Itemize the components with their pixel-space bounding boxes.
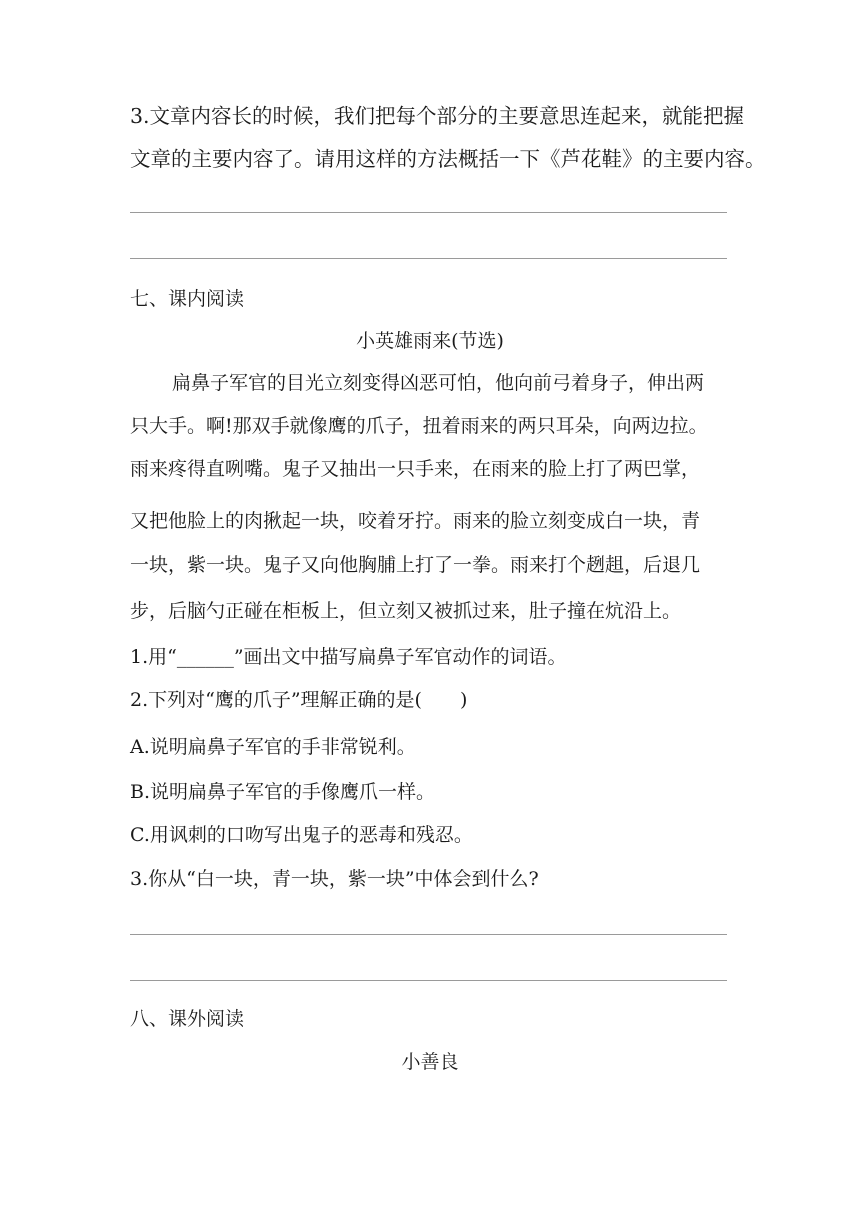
passage-line: 步，后脑勺正碰在柜板上，但立刻又被抓过来，肚子撞在炕沿上。 [130, 600, 682, 622]
passage-title: 小善良 [401, 1051, 459, 1073]
passage-line: 扁鼻子军官的目光立刻变得凶恶可怕，他向前弓着身子，伸出两 [172, 372, 705, 394]
question-2: 2.下列对“鹰的爪子”理解正确的是( ) [130, 689, 468, 711]
passage-line: 只大手。啊!那双手就像鹰的爪子，扭着雨来的两只耳朵，向两边拉。 [130, 415, 708, 437]
answer-line[interactable] [130, 258, 727, 259]
passage-title: 小英雄雨来(节选) [356, 330, 504, 352]
passage-line: 又把他脸上的肉揪起一块，咬着牙拧。雨来的脸立刻变成白一块，青 [130, 510, 701, 532]
question-3: 3.你从“白一块，青一块，紫一块”中体会到什么? [130, 868, 539, 890]
answer-line[interactable] [130, 934, 727, 935]
passage-line: 雨来疼得直咧嘴。鬼子又抽出一只手来，在雨来的脸上打了两巴掌， [130, 458, 701, 480]
passage-line: 一块，紫一块。鬼子又向他胸脯上打了一拳。雨来打个趔趄，后退几 [130, 554, 701, 576]
answer-line[interactable] [130, 980, 727, 981]
question-1: 1.用“______”画出文中描写扁鼻子军官动作的词语。 [130, 646, 567, 668]
option-b[interactable]: B.说明扁鼻子军官的手像鹰爪一样。 [130, 781, 436, 803]
option-c[interactable]: C.用讽刺的口吻写出鬼子的恶毒和残忍。 [130, 824, 473, 846]
section-heading: 八、课外阅读 [130, 1008, 245, 1030]
option-a[interactable]: A.说明扁鼻子军官的手非常锐利。 [130, 736, 416, 758]
question-text-line: 3.文章内容长的时候，我们把每个部分的主要意思连起来，就能把握 [130, 104, 745, 128]
section-heading: 七、课内阅读 [130, 288, 245, 310]
question-text-line: 文章的主要内容了。请用这样的方法概括一下《芦花鞋》的主要内容。 [130, 147, 766, 171]
answer-line[interactable] [130, 212, 727, 213]
